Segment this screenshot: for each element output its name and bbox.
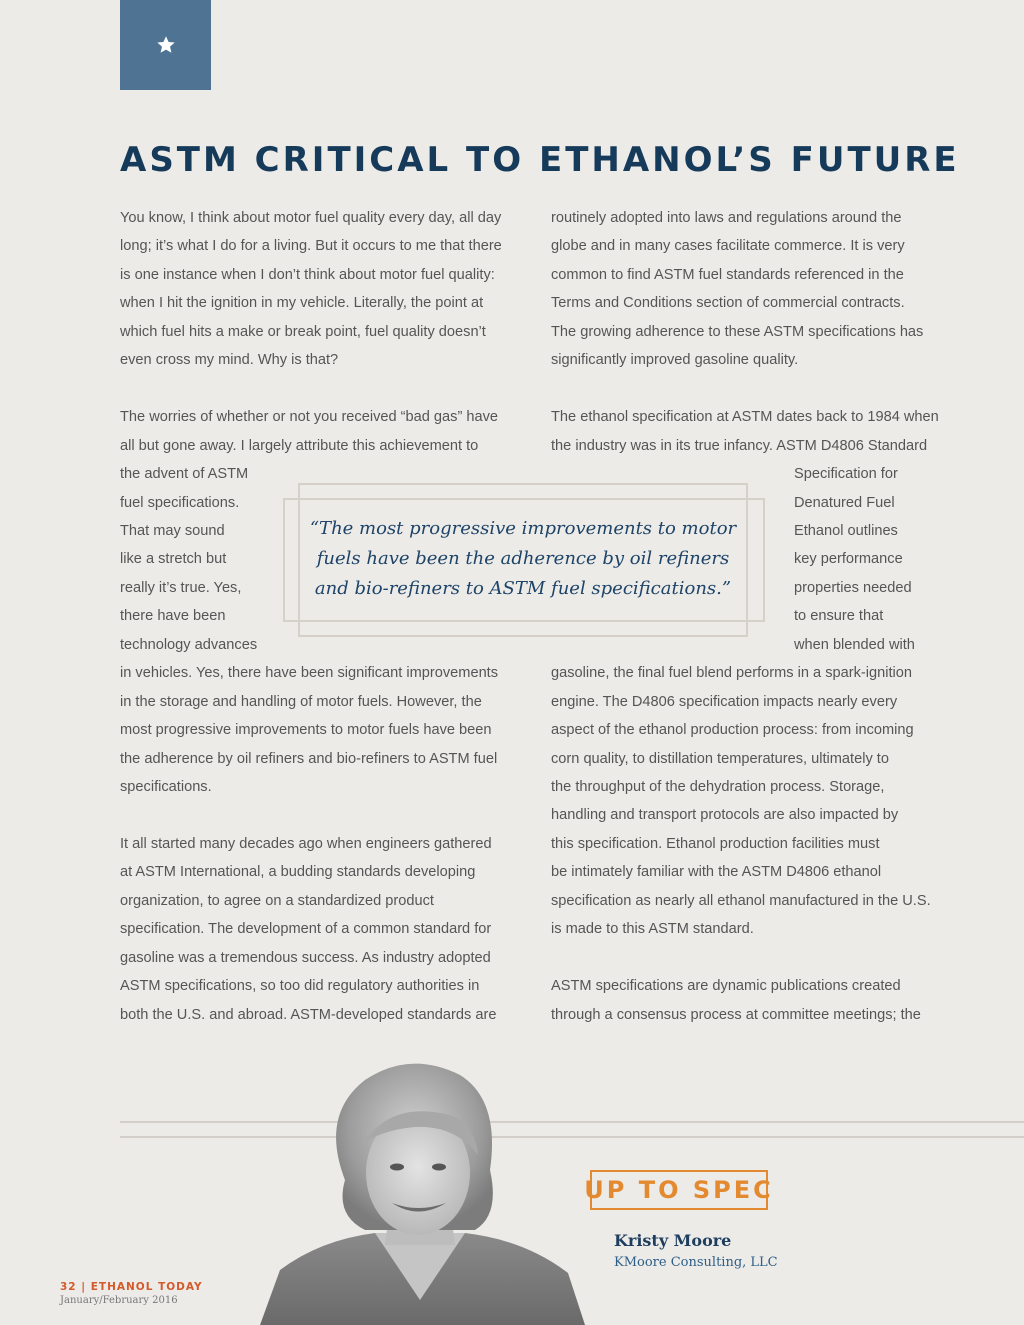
issue-date: January/February 2016 bbox=[60, 1295, 178, 1306]
article-line: You know, I think about motor fuel quality every day, all day bbox=[120, 210, 502, 226]
article-line: there have been bbox=[120, 608, 226, 625]
article-line: is one instance when I don’t think about motor fuel quality: bbox=[120, 266, 495, 283]
article-line: handling and transport protocols are also impacted by bbox=[551, 807, 899, 824]
pull-quote-line: and bio-refiners to ASTM fuel specifications.” bbox=[314, 578, 732, 599]
article-line: significantly improved gasoline quality. bbox=[551, 352, 799, 369]
article-line: is made to this ASTM standard. bbox=[551, 921, 754, 938]
article-line: gasoline was a tremendous success. As industry adopted bbox=[120, 949, 491, 966]
article-line: key performance bbox=[794, 551, 903, 568]
article-line: globe and in many cases facilitate commerce. It is very bbox=[551, 238, 905, 255]
author-portrait bbox=[250, 1055, 590, 1325]
article-line: properties needed bbox=[794, 579, 912, 596]
article-line: most progressive improvements to motor fuels have been bbox=[120, 722, 492, 739]
article-line: Terms and Conditions section of commercial contracts. bbox=[551, 295, 905, 312]
article-line: technology advances bbox=[120, 636, 258, 653]
article-line: both the U.S. and abroad. ASTM-developed standards are bbox=[120, 1006, 497, 1023]
article-title: ASTM CRITICAL TO ETHANOL’S FUTURE bbox=[120, 140, 960, 180]
article-line: really it’s true. Yes, bbox=[120, 579, 242, 596]
article-line: when I hit the ignition in my vehicle. Literally, the point at bbox=[120, 295, 484, 312]
article-line: specification. The development of a common standard for bbox=[120, 921, 492, 938]
article-line: engine. The D4806 specification impacts nearly every bbox=[551, 693, 898, 710]
pull-quote-line: fuels have been the adherence by oil refiners bbox=[316, 548, 730, 569]
article-line: specification as nearly all ethanol manufactured in the U.S. bbox=[551, 892, 931, 909]
article-line: which fuel hits a make or break point, fuel quality doesn’t bbox=[120, 323, 486, 340]
author-organization: KMoore Consulting, LLC bbox=[614, 1255, 778, 1270]
header-star-tab bbox=[120, 0, 211, 90]
article-line: even cross my mind. Why is that? bbox=[120, 352, 339, 369]
article-line: organization, to agree on a standardized product bbox=[120, 892, 434, 909]
article-line: routinely adopted into laws and regulations around the bbox=[551, 210, 902, 226]
article-line: aspect of the ethanol production process: from incoming bbox=[551, 722, 914, 739]
article-line: when blended with bbox=[794, 636, 915, 653]
article-line: in vehicles. Yes, there have been significant improvements bbox=[120, 665, 499, 682]
article-line: common to find ASTM fuel standards referenced in the bbox=[551, 266, 904, 283]
article-line: Specification for bbox=[794, 466, 898, 483]
article-line: gasoline, the final fuel blend performs in a spark-ignition bbox=[551, 665, 912, 682]
article-line: ASTM specifications, so too did regulatory authorities in bbox=[120, 978, 480, 995]
article-line: It all started many decades ago when engineers gathered bbox=[120, 835, 492, 852]
article-line: Denatured Fuel bbox=[794, 494, 895, 511]
column-tag: UP TO SPEC bbox=[590, 1170, 768, 1210]
article-line: the industry was in its true infancy. ASTM D4806 Standard bbox=[551, 437, 928, 454]
article-line: The worries of whether or not you received “bad gas” have bbox=[120, 409, 499, 426]
article-line: The growing adherence to these ASTM specifications has bbox=[551, 323, 924, 340]
article-line: in the storage and handling of motor fuels. However, the bbox=[120, 693, 482, 710]
article-line: Ethanol outlines bbox=[794, 522, 898, 539]
article-line: the throughput of the dehydration process. Storage, bbox=[551, 779, 885, 795]
article-line: through a consensus process at committee meetings; the bbox=[551, 1006, 921, 1023]
star-icon bbox=[155, 34, 177, 56]
article-line: be intimately familiar with the ASTM D4806 ethanol bbox=[551, 864, 882, 881]
article-line: the adherence by oil refiners and bio-refiners to ASTM fuel bbox=[120, 750, 498, 767]
pull-quote-line: “The most progressive improvements to motor bbox=[309, 518, 737, 539]
article-line: this specification. Ethanol production facilities must bbox=[551, 835, 880, 852]
article-line: corn quality, to distillation temperatures, ultimately to bbox=[551, 750, 889, 767]
article-line: the advent of ASTM bbox=[120, 466, 249, 483]
article-line: The ethanol specification at ASTM dates back to 1984 when bbox=[551, 409, 939, 426]
article-line: long; it’s what I do for a living. But it occurs to me that there bbox=[120, 238, 502, 255]
article-line: all but gone away. I largely attribute this achievement to bbox=[120, 437, 479, 454]
article-line: specifications. bbox=[120, 779, 212, 795]
pull-quote bbox=[300, 514, 746, 604]
article-line: ASTM specifications are dynamic publications created bbox=[551, 978, 901, 995]
article-line: like a stretch but bbox=[120, 551, 227, 568]
article-line: to ensure that bbox=[794, 608, 884, 625]
article-line: at ASTM International, a budding standards developing bbox=[120, 864, 476, 881]
article-line: That may sound bbox=[120, 522, 225, 539]
author-name: Kristy Moore bbox=[614, 1231, 732, 1250]
page-folio: 32 | ETHANOL TODAY bbox=[60, 1281, 203, 1293]
article-line: fuel specifications. bbox=[120, 494, 240, 511]
